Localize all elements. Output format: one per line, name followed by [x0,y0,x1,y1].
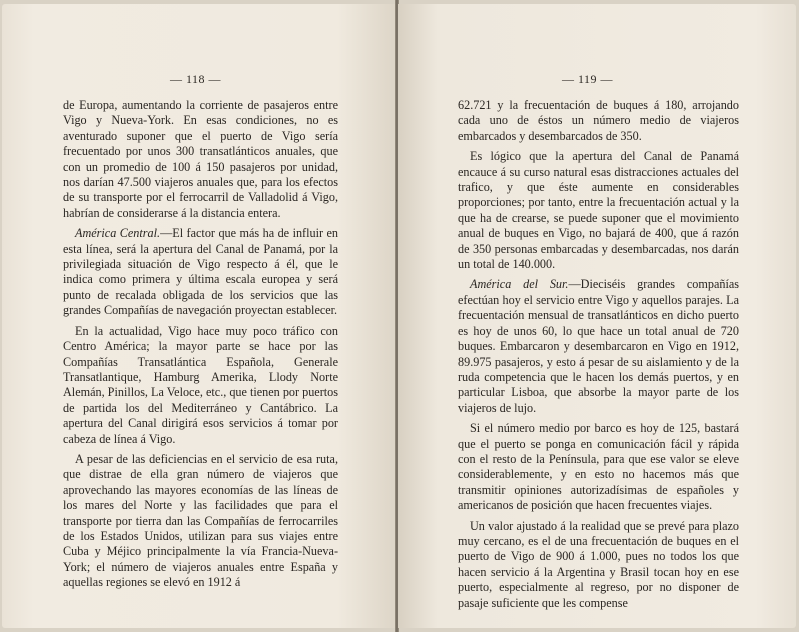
paragraph: de Europa, aumentando la corriente de pasajeros entre Vigo y Nueva-York. En esas condiciones, no es aventurado suponer que el puerto de Vigo sería frecuentado por unos 300 transatlánticos anuales, que con un promedio de 100 á 150 pasajeros por unidad, nos darían 47.500 viajeros anuales que, para los efectos de su transporte por el ferrocarril de Valladolid á Vigo, habrían de considerarse á la distancia entera. [63,98,338,220]
page-body [458,98,739,616]
paragraph: A pesar de las deficiencias en el servicio de esa ruta, que distrae de ella gran número de viajeros que aprovechando las mayores economías de las líneas de los mares del Norte y las facilidades que para el transporte por tierra dan las Compañías de ferrocarriles de los Estados Unidos, utilizan para sus viajes entre Cuba y Méjico principalmente la vía Francia-Nueva-York; el número de viajeros anuales entre España y aquellas regiones se elevó en 1912 á [63,451,338,590]
paragraph: En la actualidad, Vigo hace muy poco tráfico con Centro América; la mayor parte se hace por las Compañías Transatlántica Española, Generale Transatlantique, Hamburg Amerika, Llody Norte Alemán, Pinillos, La Veloce, etc., que tienen por puertos de partida los del Mediterráneo y Cantábrico. La apertura del Canal dirigirá esos servicios á tomar por cabeza de línea á Vigo. [63,323,338,446]
section-heading: América del Sur. [470,277,569,292]
right-page [398,4,796,628]
left-page [2,4,396,628]
page-number: — 119 — [562,72,614,86]
paragraph: Un valor ajustado á la realidad que se prevé para plazo muy cercano, es el de una frecuentación de buques en el puerto de Vigo de 900 á 1.000, pues no todos los que hacen servicio á la Argentina y Brasil tocan hoy en ese puerto, especialmente al regreso, por no disponer de pasaje suficiente que les compense [458,518,739,610]
paragraph: 62.721 y la frecuentación de buques á 180, arrojando cada uno de éstos un número medio de viajeros embarcados y desembarcados de 350. [458,98,739,143]
paragraph [458,277,739,416]
section-heading: América Central. [75,226,161,241]
page-body [63,98,338,596]
paragraph-text: —El factor que más ha de influir en esta línea, será la apertura del Canal de Panamá, por la privilegiada situación de Vigo respecto á él, que le indica como primera y última escala europea y será punto de recalada obligada de los servicios que las grandes Compañías de navegación proyectan establecer. [63,226,339,318]
paragraph: Si el número medio por barco es hoy de 125, bastará que el puerto se ponga en comunicación fácil y rápida con el resto de la Península, para que ese valor se eleve considerablemente, y en esto no hacemos más que transmitir opiniones autorizadísimas de españoles y americanos de posición que hacen frecuentes viajes. [458,421,739,513]
page-number: — 118 — [170,72,222,86]
paragraph [63,226,338,318]
paragraph-text: —Dieciséis grandes compañías efectúan hoy el servicio entre Vigo y aquellos parajes. La frecuentación mensual de transatlánticos en dicho puerto es hoy de unos 60, lo que hace un total anual de 720 buques. Embarcaron y desembarcaron en Vigo en 1912, 89.975 pasajeros, y esto á pesar de su aislamiento y de la ruda competencia que le hacen los demás puertos, y en particular Lisboa, que absorbe la mayor parte de los viajeros de lujo. [458,277,739,415]
paragraph: Es lógico que la apertura del Canal de Panamá encauce á su curso natural esas distracciones actuales del trafico, y que éste aumente en considerables proporciones; por tanto, entre la frecuentación actual y la que ha de crearse, se puede suponer que el movimiento anual de buques en Vigo, no bajará de 400, que á razón de 350 personas embarcadas y desembarcadas, nos darán un total de 140.000. [458,149,739,272]
